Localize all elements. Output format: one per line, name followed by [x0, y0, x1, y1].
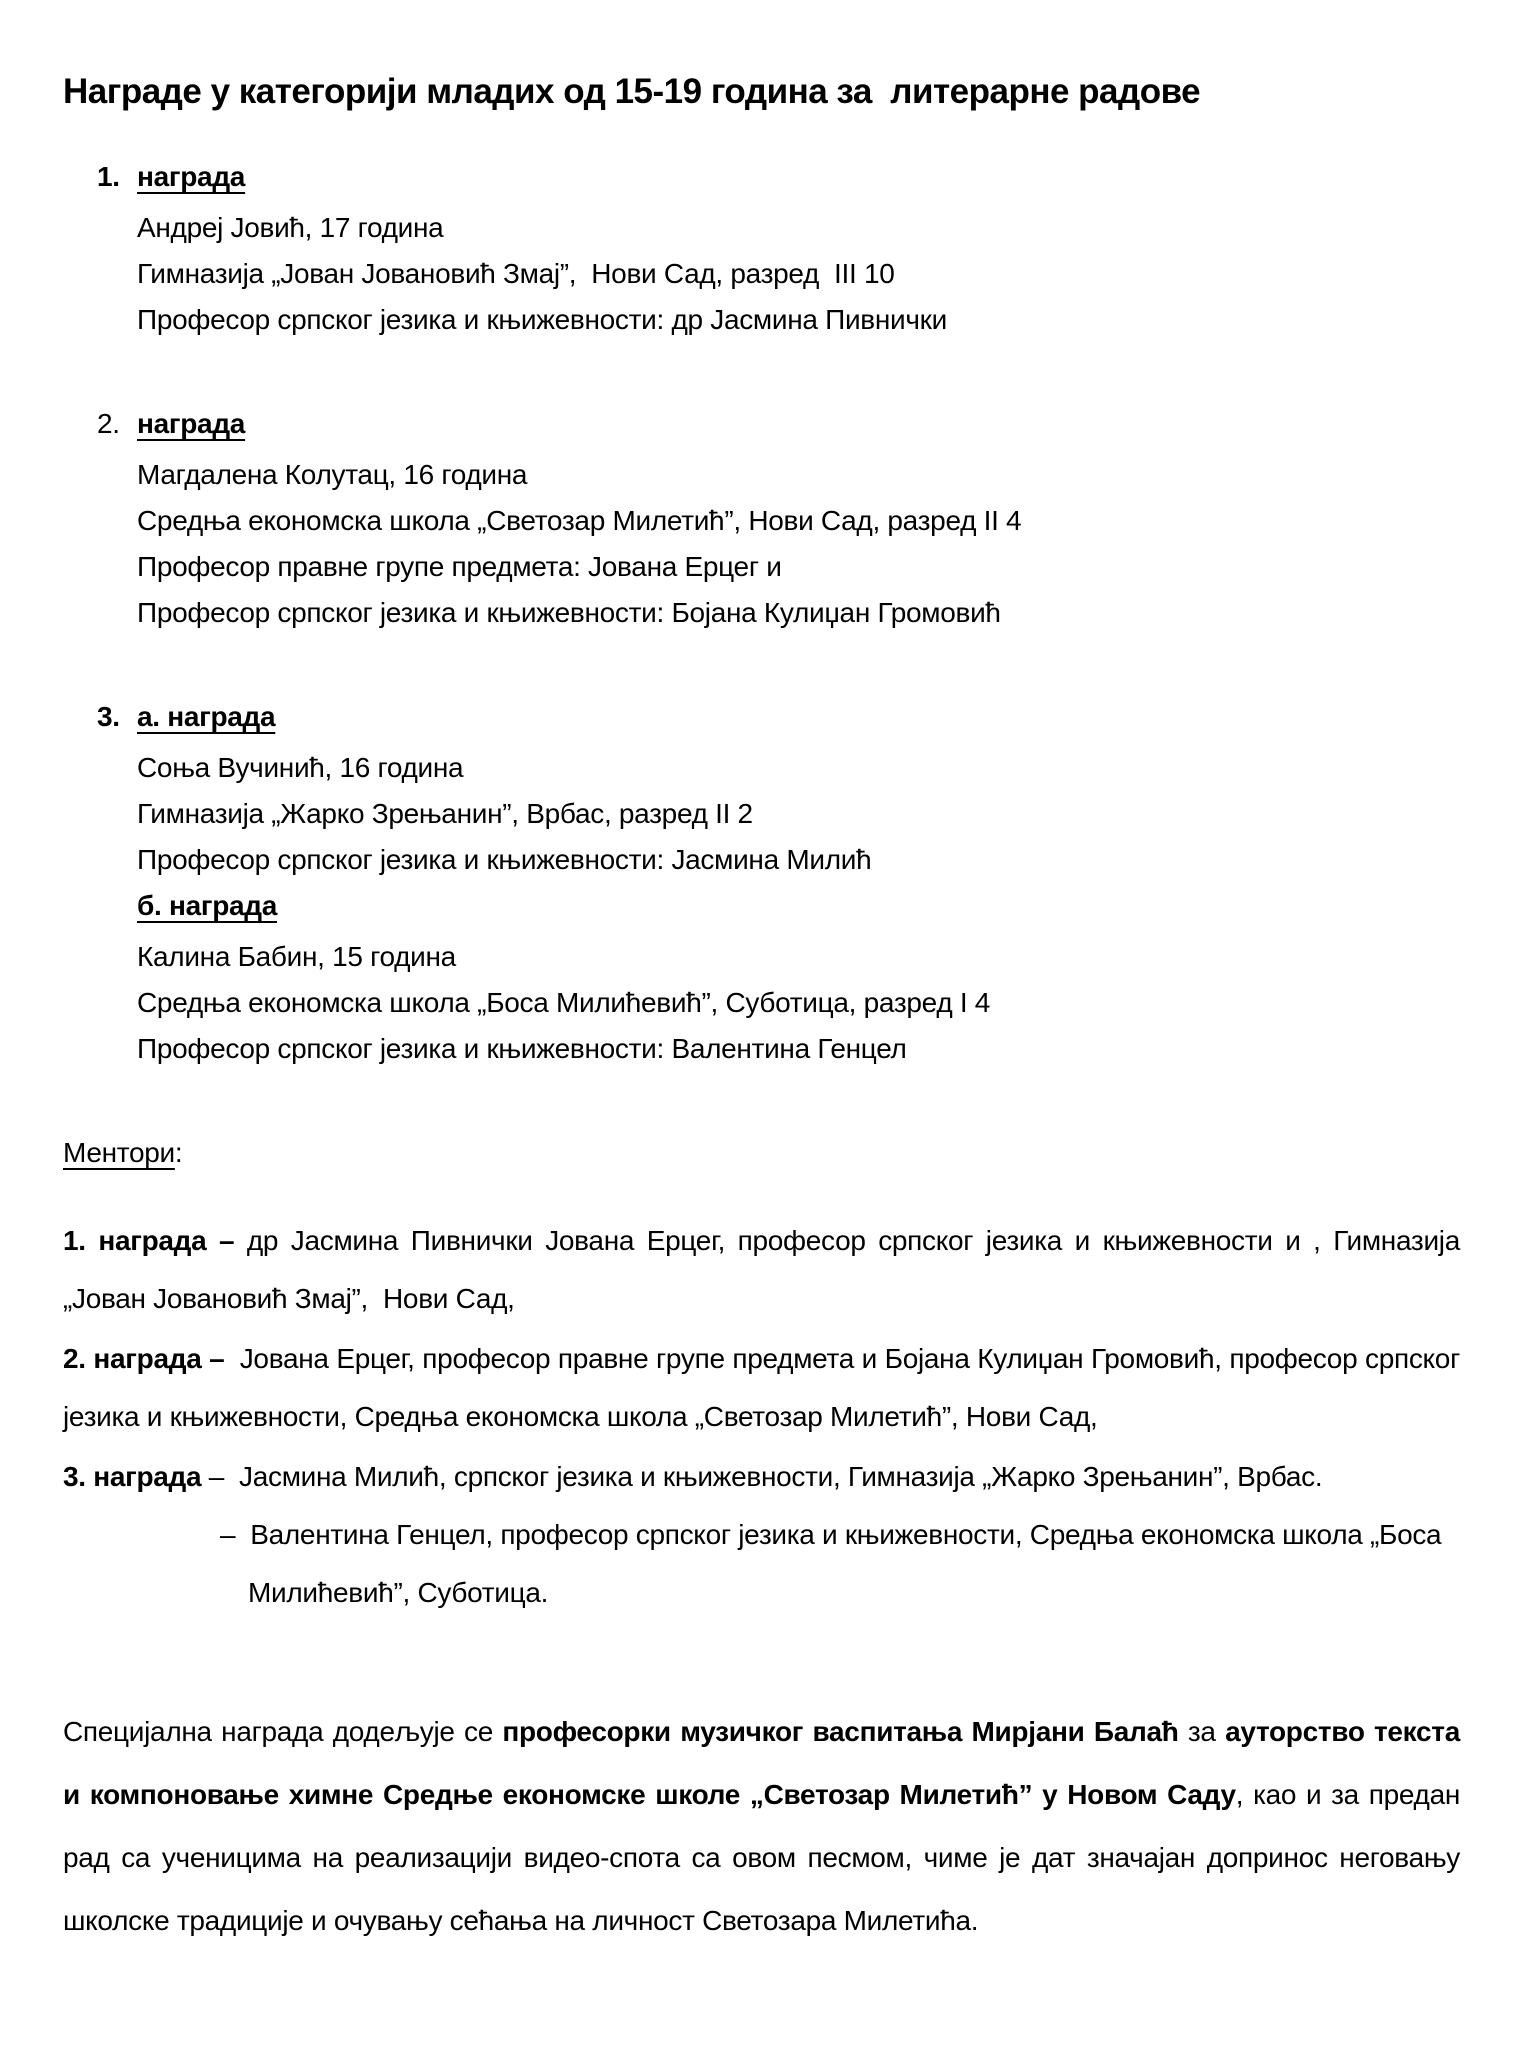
mentor-paragraph-2: 2. награда – Јована Ерцег, професор правне групе предмета и Бојана Кулиџан Громовић, професор српског језика и књижевности, Средња економска школа „Светозар Милетић”, Нови Сад,	[63, 1343, 1468, 1432]
award-line: Професор српског језика и књижевности: др Јасмина Пивнички	[137, 304, 947, 335]
award-line: Средња економска школа „Светозар Милетић”, Нови Сад, разред II 4	[137, 505, 1022, 536]
award-item-3	[63, 694, 1460, 1072]
award-item-1	[63, 154, 1460, 343]
award-line: Соња Вучинић, 16 година	[137, 752, 464, 783]
award-line: Професор правне групе предмета: Јована Ерцег и	[137, 551, 782, 582]
award-line: Професор српског језика и књижевности: Јасмина Милић	[137, 844, 872, 875]
page-title: Награде у категорији младих од 15-19 година за литерарне радове	[63, 72, 1201, 111]
award-line: Професор српског језика и књижевности: Бојана Кулиџан Громовић	[137, 597, 1001, 628]
award-line: Професор српског језика и књижевности: Валентина Генцел	[137, 1033, 907, 1064]
award-label-b: б. награда	[137, 890, 278, 921]
award-label: награда	[137, 408, 246, 439]
award-line: Гимназија „Јован Јовановић Змај”, Нови Сад, разред III 10	[137, 258, 895, 289]
mentor-paragraph-3-line2: – Валентина Генцел, професор српског језика и књижевности, Средња економска школа „Боса Милићевић”, Суботица.	[220, 1519, 1449, 1608]
mentors-heading: Ментори:	[63, 1137, 183, 1168]
award-line: Андреј Јовић, 17 година	[137, 212, 444, 243]
award-rank: 3.	[97, 701, 120, 732]
mentor-paragraph-3	[63, 1448, 1460, 1622]
award-item-2	[63, 401, 1460, 636]
mentor-paragraph-1: 1. награда – др Јасмина Пивнички Јована Ерцег, професор српског језика и књижевности и , Гимназија „Јован Јовановић Змај”, Нови Сад,	[63, 1225, 1468, 1314]
award-line: Средња економска школа „Боса Милићевић”, Суботица, разред I 4	[137, 987, 991, 1018]
award-label-a: а. награда	[137, 701, 276, 732]
award-line: Гимназија „Жарко Зрењанин”, Врбас, разред II 2	[137, 798, 753, 829]
award-line: Калина Бабин, 15 година	[137, 941, 456, 972]
award-rank: 1.	[97, 161, 120, 192]
mentor-paragraph-3-line1: 3. награда – Јасмина Милић, српског језика и књижевности, Гимназија „Жарко Зрењанин”, Врбас.	[63, 1461, 1323, 1492]
award-label: награда	[137, 161, 246, 192]
special-award-paragraph: Специјална награда додељује се професорки музичког васпитања Мирјани Балаћ за ауторство текста и компоновање химне Средње економске школе „Светозар Милетић” у Новом Саду, као и за предан рад са ученицима на реализацији видео-спота са овом песмом, чиме је дат значајан допринос неговању школске традиције и очувању сећања на личност Светозара Милетића.	[63, 1716, 1468, 1936]
awards-list	[63, 154, 1460, 1072]
award-rank: 2.	[97, 408, 120, 439]
award-line: Магдалена Колутац, 16 година	[137, 459, 528, 490]
